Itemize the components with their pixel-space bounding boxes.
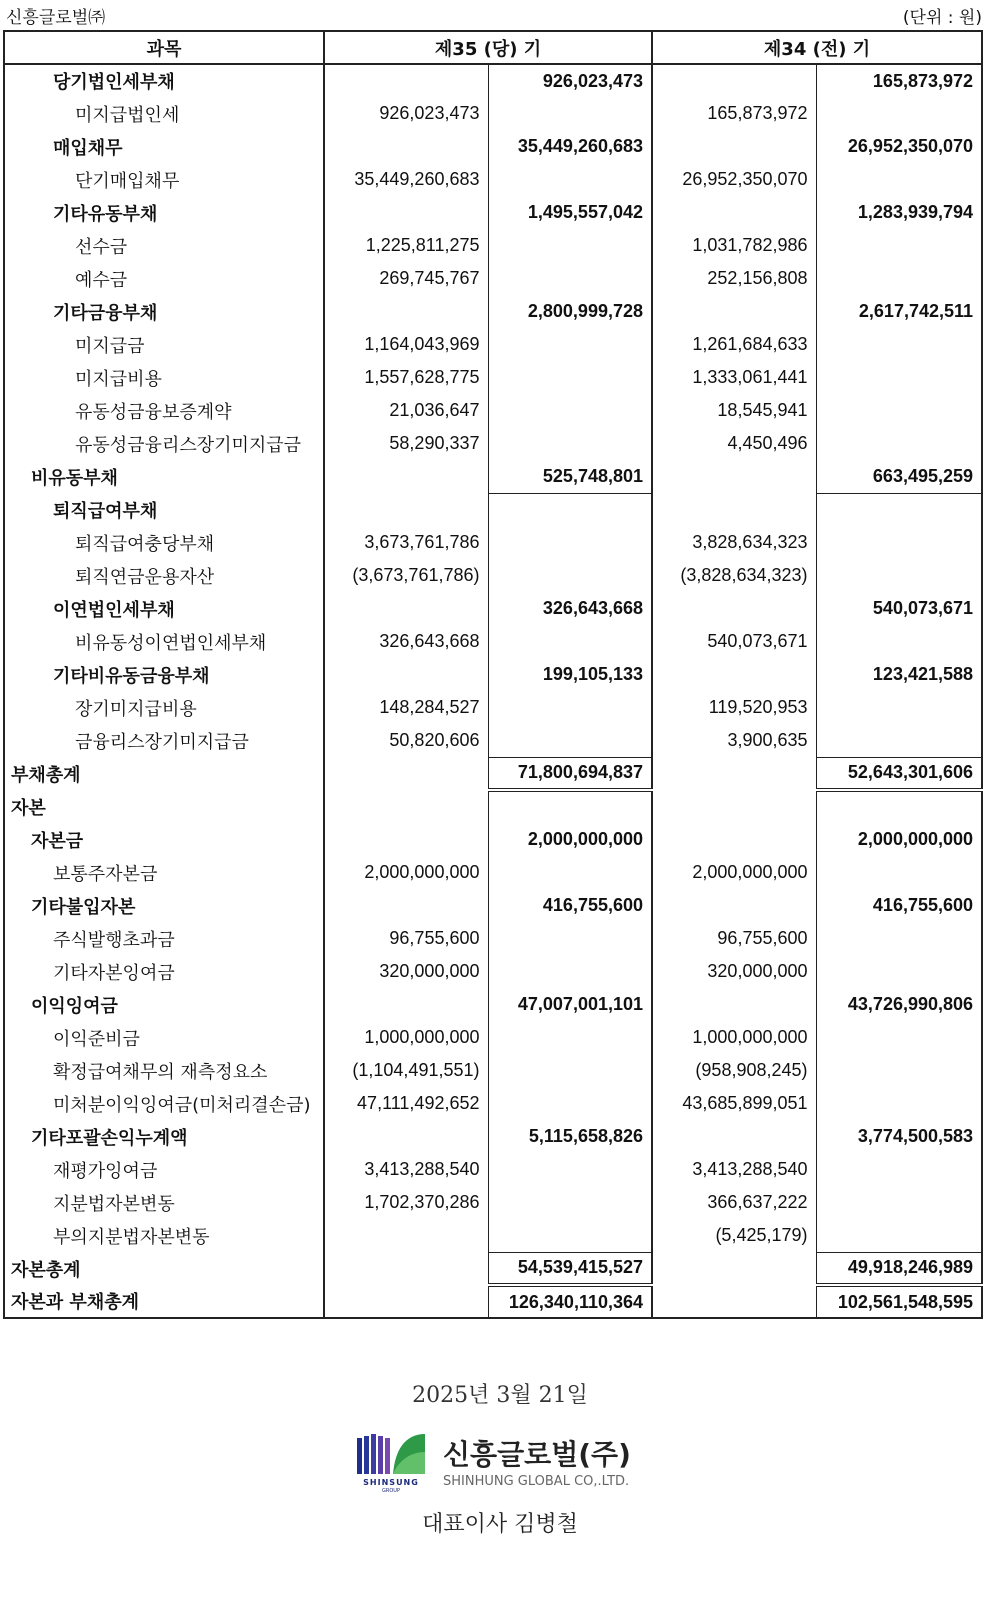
account-name: 미지급금 <box>4 328 324 361</box>
prior-total-amount: 2,000,000,000 <box>816 823 982 856</box>
current-total-amount <box>488 955 652 988</box>
prior-total-amount <box>816 625 982 658</box>
current-total-amount <box>488 427 652 460</box>
prior-total-amount: 540,073,671 <box>816 592 982 625</box>
table-row <box>4 130 982 163</box>
prior-detail-amount <box>652 889 816 922</box>
account-name: 매입채무 <box>4 130 324 163</box>
current-total-amount: 35,449,260,683 <box>488 130 652 163</box>
table-row <box>4 97 982 130</box>
current-total-amount: 47,007,001,101 <box>488 988 652 1021</box>
current-detail-amount: 21,036,647 <box>389 400 480 420</box>
prior-total-amount <box>816 1087 982 1120</box>
current-detail-amount: 1,000,000,000 <box>364 1027 480 1047</box>
current-total-amount <box>488 163 652 196</box>
table-row <box>4 955 982 988</box>
company-name-small: 신흥글로벌㈜ <box>6 8 106 28</box>
prior-total-amount: 3,774,500,583 <box>816 1120 982 1153</box>
prior-detail-amount: 366,637,222 <box>707 1192 808 1212</box>
prior-detail-amount <box>652 460 816 493</box>
table-header-row <box>4 31 982 64</box>
table-body <box>4 64 982 1318</box>
table-row <box>4 394 982 427</box>
table-row <box>4 493 982 526</box>
ceo-signature-line: 대표이사 김병철 <box>422 1512 578 1537</box>
prior-detail-amount <box>652 823 816 856</box>
current-total-amount <box>488 1087 652 1120</box>
table-row <box>4 625 982 658</box>
account-name: 기타불입자본 <box>4 889 324 922</box>
current-total-amount <box>488 691 652 724</box>
current-detail-amount: 326,643,668 <box>379 631 480 651</box>
prior-total-amount: 165,873,972 <box>816 64 982 97</box>
current-detail-amount: 320,000,000 <box>379 961 480 981</box>
account-name: 단기매입채무 <box>4 163 324 196</box>
table-row <box>4 229 982 262</box>
prior-total-amount <box>816 229 982 262</box>
account-name: 유동성금융보증계약 <box>4 394 324 427</box>
current-total-amount <box>488 724 652 757</box>
table-row <box>4 1087 982 1120</box>
prior-detail-amount: (958,908,245) <box>695 1060 808 1080</box>
table-row <box>4 1252 982 1285</box>
table-row <box>4 790 982 823</box>
current-detail-amount <box>324 1285 488 1318</box>
prior-detail-amount: (3,828,634,323) <box>680 565 808 585</box>
table-row <box>4 724 982 757</box>
prior-total-amount <box>816 262 982 295</box>
current-detail-amount: 47,111,492,652 <box>357 1093 480 1113</box>
prior-detail-amount: (5,425,179) <box>715 1225 808 1245</box>
table-row <box>4 856 982 889</box>
prior-detail-amount: 43,685,899,051 <box>682 1093 808 1113</box>
current-total-amount: 5,115,658,826 <box>488 1120 652 1153</box>
logo-brand-text: SHINSUNG <box>363 1478 419 1487</box>
prior-detail-amount <box>652 988 816 1021</box>
account-name: 자본총계 <box>4 1252 324 1285</box>
prior-detail-amount <box>652 130 816 163</box>
account-name: 유동성금융리스장기미지급금 <box>4 427 324 460</box>
prior-total-amount <box>816 1153 982 1186</box>
prior-detail-amount <box>652 1252 816 1285</box>
prior-total-amount <box>816 328 982 361</box>
current-detail-amount: 926,023,473 <box>379 103 480 123</box>
prior-detail-amount: 119,520,953 <box>708 697 808 717</box>
prior-detail-amount <box>652 790 816 823</box>
prior-detail-amount: 1,261,684,633 <box>692 334 808 354</box>
header-current-period: 제35 (당) 기 <box>324 31 652 64</box>
current-total-amount <box>488 790 652 823</box>
current-detail-amount: 50,820,606 <box>389 730 480 750</box>
current-detail-amount: 269,745,767 <box>379 268 480 288</box>
current-detail-amount <box>324 790 488 823</box>
current-detail-amount <box>324 592 488 625</box>
prior-total-amount <box>816 724 982 757</box>
prior-detail-amount <box>652 64 816 97</box>
prior-total-amount: 2,617,742,511 <box>816 295 982 328</box>
table-row <box>4 163 982 196</box>
table-row <box>4 823 982 856</box>
prior-detail-amount <box>652 658 816 691</box>
account-name: 이익잉여금 <box>4 988 324 1021</box>
prior-detail-amount <box>652 493 816 526</box>
prior-total-amount <box>816 691 982 724</box>
prior-total-amount <box>816 526 982 559</box>
current-total-amount: 326,643,668 <box>488 592 652 625</box>
prior-detail-amount <box>652 757 816 790</box>
current-detail-amount: 3,673,761,786 <box>364 532 480 552</box>
table-row <box>4 1186 982 1219</box>
table-row <box>4 1285 982 1318</box>
prior-total-amount <box>816 922 982 955</box>
prior-total-amount: 52,643,301,606 <box>816 757 982 790</box>
account-name: 기타비유동금융부채 <box>4 658 324 691</box>
current-total-amount: 416,755,600 <box>488 889 652 922</box>
financial-statement-table <box>3 30 983 1319</box>
current-detail-amount <box>324 196 488 229</box>
prior-detail-amount: 252,156,808 <box>707 268 808 288</box>
account-name: 예수금 <box>4 262 324 295</box>
account-name: 당기법인세부채 <box>4 64 324 97</box>
account-name: 미지급비용 <box>4 361 324 394</box>
current-total-amount <box>488 394 652 427</box>
prior-detail-amount <box>652 592 816 625</box>
prior-detail-amount: 3,900,635 <box>727 730 808 750</box>
top-line <box>6 3 982 28</box>
current-total-amount <box>488 1153 652 1186</box>
current-total-amount: 126,340,110,364 <box>488 1285 652 1318</box>
account-name: 이연법인세부채 <box>4 592 324 625</box>
prior-detail-amount: 96,755,600 <box>717 928 808 948</box>
current-detail-amount <box>324 1219 488 1252</box>
prior-total-amount: 416,755,600 <box>816 889 982 922</box>
prior-total-amount: 43,726,990,806 <box>816 988 982 1021</box>
table-row <box>4 757 982 790</box>
prior-detail-amount <box>652 1120 816 1153</box>
prior-total-amount <box>816 394 982 427</box>
current-total-amount <box>488 262 652 295</box>
company-name-korean: 신흥글로벌(주) <box>443 1438 631 1471</box>
current-detail-amount: 148,284,527 <box>379 697 480 717</box>
current-total-amount: 926,023,473 <box>488 64 652 97</box>
logo-group-text: GROUP <box>382 1488 400 1494</box>
account-name: 부의지분법자본변동 <box>4 1219 324 1252</box>
prior-total-amount: 49,918,246,989 <box>816 1252 982 1285</box>
current-detail-amount <box>324 757 488 790</box>
unit-label: (단위 : 원) <box>902 8 982 28</box>
account-name: 자본금 <box>4 823 324 856</box>
table-row <box>4 889 982 922</box>
account-name: 미처분이익잉여금(미처리결손금) <box>4 1087 324 1120</box>
account-name: 비유동부채 <box>4 460 324 493</box>
account-name: 부채총계 <box>4 757 324 790</box>
current-total-amount <box>488 361 652 394</box>
prior-total-amount <box>816 1186 982 1219</box>
account-name: 비유동성이연법인세부채 <box>4 625 324 658</box>
prior-total-amount <box>816 427 982 460</box>
header-account: 과목 <box>4 31 324 64</box>
prior-total-amount: 102,561,548,595 <box>816 1285 982 1318</box>
account-name: 기타포괄손익누계액 <box>4 1120 324 1153</box>
account-name: 금융리스장기미지급금 <box>4 724 324 757</box>
current-total-amount <box>488 1021 652 1054</box>
account-name: 미지급법인세 <box>4 97 324 130</box>
current-total-amount <box>488 229 652 262</box>
current-detail-amount <box>324 1120 488 1153</box>
table-row <box>4 427 982 460</box>
account-name: 기타자본잉여금 <box>4 955 324 988</box>
table-row <box>4 196 982 229</box>
table-row <box>4 1054 982 1087</box>
account-name: 주식발행초과금 <box>4 922 324 955</box>
current-detail-amount: 35,449,260,683 <box>354 169 480 189</box>
company-name-english: SHINHUNG GLOBAL CO,.LTD. <box>443 1474 630 1489</box>
current-total-amount: 525,748,801 <box>488 460 652 493</box>
prior-total-amount <box>816 856 982 889</box>
prior-total-amount: 1,283,939,794 <box>816 196 982 229</box>
prior-detail-amount: 165,873,972 <box>707 103 808 123</box>
current-detail-amount <box>324 658 488 691</box>
current-total-amount: 54,539,415,527 <box>488 1252 652 1285</box>
account-name: 선수금 <box>4 229 324 262</box>
table-row <box>4 1120 982 1153</box>
prior-detail-amount <box>652 1285 816 1318</box>
current-total-amount <box>488 1219 652 1252</box>
account-name: 지분법자본변동 <box>4 1186 324 1219</box>
current-total-amount <box>488 625 652 658</box>
current-detail-amount: (3,673,761,786) <box>352 565 480 585</box>
prior-detail-amount: 26,952,350,070 <box>682 169 808 189</box>
account-name: 장기미지급비용 <box>4 691 324 724</box>
current-detail-amount: 1,164,043,969 <box>364 334 480 354</box>
prior-detail-amount: 18,545,941 <box>717 400 808 420</box>
prior-total-amount <box>816 559 982 592</box>
prior-detail-amount: 1,031,782,986 <box>692 235 808 255</box>
account-name: 재평가잉여금 <box>4 1153 324 1186</box>
header-prior-period: 제34 (전) 기 <box>652 31 982 64</box>
prior-total-amount <box>816 1021 982 1054</box>
current-detail-amount <box>324 823 488 856</box>
current-total-amount <box>488 526 652 559</box>
table-row <box>4 1153 982 1186</box>
table-row <box>4 361 982 394</box>
account-name: 자본 <box>4 790 324 823</box>
current-detail-amount <box>324 130 488 163</box>
current-total-amount: 2,000,000,000 <box>488 823 652 856</box>
table-row <box>4 1219 982 1252</box>
prior-total-amount: 123,421,588 <box>816 658 982 691</box>
prior-detail-amount: 2,000,000,000 <box>692 862 808 882</box>
account-name: 퇴직급여부채 <box>4 493 324 526</box>
current-detail-amount <box>324 988 488 1021</box>
prior-detail-amount: 540,073,671 <box>707 631 808 651</box>
current-detail-amount <box>324 295 488 328</box>
account-name: 확정급여채무의 재측정요소 <box>4 1054 324 1087</box>
current-total-amount <box>488 1186 652 1219</box>
prior-total-amount <box>816 361 982 394</box>
prior-total-amount <box>816 1054 982 1087</box>
current-detail-amount: 96,755,600 <box>389 928 480 948</box>
prior-total-amount <box>816 97 982 130</box>
current-detail-amount <box>324 493 488 526</box>
prior-total-amount: 663,495,259 <box>816 460 982 493</box>
current-detail-amount: 58,290,337 <box>389 433 480 453</box>
report-date: 2025년 3월 21일 <box>412 1383 588 1408</box>
table-row <box>4 262 982 295</box>
account-name: 보통주자본금 <box>4 856 324 889</box>
account-name: 기타금융부채 <box>4 295 324 328</box>
table-row <box>4 526 982 559</box>
current-total-amount <box>488 922 652 955</box>
current-detail-amount: 2,000,000,000 <box>364 862 480 882</box>
prior-total-amount <box>816 493 982 526</box>
current-total-amount <box>488 328 652 361</box>
prior-total-amount <box>816 163 982 196</box>
prior-total-amount <box>816 955 982 988</box>
prior-detail-amount: 320,000,000 <box>707 961 808 981</box>
prior-detail-amount: 3,413,288,540 <box>692 1159 808 1179</box>
current-detail-amount <box>324 889 488 922</box>
current-total-amount <box>488 559 652 592</box>
prior-total-amount: 26,952,350,070 <box>816 130 982 163</box>
current-detail-amount: 1,557,628,775 <box>364 367 480 387</box>
account-name: 이익준비금 <box>4 1021 324 1054</box>
prior-detail-amount <box>652 295 816 328</box>
table-row <box>4 592 982 625</box>
account-name: 자본과 부채총계 <box>4 1285 324 1318</box>
current-total-amount <box>488 1054 652 1087</box>
account-name: 퇴직연금운용자산 <box>4 559 324 592</box>
table-row <box>4 64 982 97</box>
current-detail-amount: (1,104,491,551) <box>352 1060 480 1080</box>
current-total-amount: 71,800,694,837 <box>488 757 652 790</box>
prior-detail-amount: 4,450,496 <box>727 433 808 453</box>
prior-detail-amount: 1,000,000,000 <box>692 1027 808 1047</box>
current-total-amount: 2,800,999,728 <box>488 295 652 328</box>
current-detail-amount: 1,702,370,286 <box>364 1192 480 1212</box>
table-row <box>4 922 982 955</box>
current-total-amount: 199,105,133 <box>488 658 652 691</box>
current-total-amount: 1,495,557,042 <box>488 196 652 229</box>
table-row <box>4 658 982 691</box>
current-detail-amount <box>324 64 488 97</box>
table-row <box>4 691 982 724</box>
table-row <box>4 460 982 493</box>
table-row <box>4 1021 982 1054</box>
account-name: 기타유동부채 <box>4 196 324 229</box>
prior-detail-amount <box>652 196 816 229</box>
current-detail-amount <box>324 1252 488 1285</box>
current-total-amount <box>488 856 652 889</box>
prior-total-amount <box>816 1219 982 1252</box>
current-detail-amount: 3,413,288,540 <box>364 1159 480 1179</box>
table-row <box>4 559 982 592</box>
current-detail-amount <box>324 460 488 493</box>
prior-detail-amount: 3,828,634,323 <box>692 532 808 552</box>
prior-detail-amount: 1,333,061,441 <box>692 367 808 387</box>
table-row <box>4 295 982 328</box>
current-total-amount <box>488 493 652 526</box>
table-row <box>4 328 982 361</box>
account-name: 퇴직급여충당부채 <box>4 526 324 559</box>
current-total-amount <box>488 97 652 130</box>
prior-total-amount <box>816 790 982 823</box>
current-detail-amount: 1,225,811,275 <box>365 235 480 255</box>
table-row <box>4 988 982 1021</box>
